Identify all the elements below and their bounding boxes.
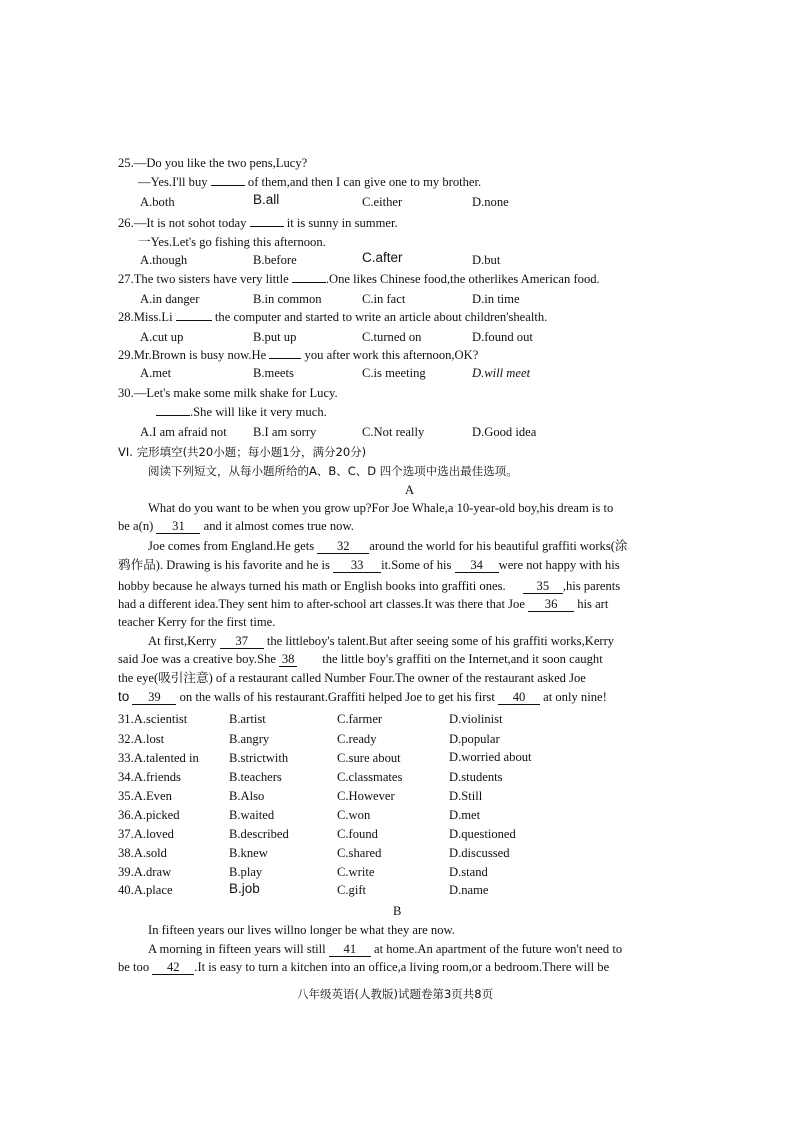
option: B.artist xyxy=(229,712,266,726)
q29-option-a: A.met xyxy=(140,366,172,380)
option: C.farmer xyxy=(337,712,383,726)
passage-a-line: be a(n) 31 and it almost comes true now. xyxy=(118,519,354,533)
option: C.gift xyxy=(337,883,367,897)
option: D.worried about xyxy=(449,750,532,764)
q25-reply: —Yes.I'll buy of them,and then I can give one to my brother. xyxy=(138,175,482,189)
option: B.angry xyxy=(229,732,270,746)
option: 31.A.scientist xyxy=(118,712,188,726)
q29-option-c: C.is meeting xyxy=(362,366,426,380)
option: C.However xyxy=(337,789,395,803)
passage-a-label: A xyxy=(405,483,415,497)
option: 36.A.picked xyxy=(118,808,180,822)
blank-39: 39 xyxy=(132,690,176,705)
option: 38.A.sold xyxy=(118,846,167,860)
q25-option-d: D.none xyxy=(472,195,509,209)
q26-option-c: C.after xyxy=(362,250,403,265)
passage-a-line: Joe comes from England.He gets 32 around the world for his beautiful graffiti works(涂 xyxy=(148,539,628,553)
option: C.classmates xyxy=(337,770,403,784)
blank-37: 37 xyxy=(220,634,264,649)
q30-stem: 30.—Let's make some milk shake for Lucy. xyxy=(118,386,338,400)
option: B.described xyxy=(229,827,289,841)
q30-reply: .She will like it very much. xyxy=(156,404,327,420)
passage-a-line: teacher Kerry for the first time. xyxy=(118,615,276,629)
option: D.violinist xyxy=(449,712,503,726)
blank-40: 40 xyxy=(498,690,540,705)
option: C.won xyxy=(337,808,371,822)
option: 34.A.friends xyxy=(118,770,181,784)
q27-option-b: B.in common xyxy=(253,292,322,306)
q25-option-a: A.both xyxy=(140,195,175,209)
passage-b-line: A morning in fifteen years will still 41 at home.An apartment of the future won't need to xyxy=(148,942,623,956)
q28-option-c: C.turned on xyxy=(362,330,422,344)
option: C.ready xyxy=(337,732,377,746)
q27-option-c: C.in fact xyxy=(362,292,406,306)
q26-option-a: A.though xyxy=(140,253,188,267)
option: B.waited xyxy=(229,808,275,822)
q29-option-b: B.meets xyxy=(253,366,294,380)
option: D.Still xyxy=(449,789,483,803)
option: B.teachers xyxy=(229,770,282,784)
blank-38: 38 xyxy=(279,652,297,667)
q25-stem: 25.—Do you like the two pens,Lucy? xyxy=(118,156,308,170)
option: D.students xyxy=(449,770,503,784)
q26-reply: 一Yes.Let's go fishing this afternoon. xyxy=(138,235,326,249)
q27-stem: 27.The two sisters have very little .One likes Chinese food,the otherlikes American food. xyxy=(118,272,600,286)
passage-a-line: 鸦作品). Drawing is his favorite and he is 33 it.Some of his 34 were not happy with his xyxy=(118,558,620,572)
blank xyxy=(156,404,190,416)
blank-31: 31 xyxy=(156,519,200,534)
option: B.Also xyxy=(229,789,265,803)
passage-b-line: be too 42 .It is easy to turn a kitchen into an office,a living room,or a bedroom.There will be xyxy=(118,960,610,974)
q28-option-d: D.found out xyxy=(472,330,533,344)
q29-option-d: D.will meet xyxy=(472,366,531,380)
option: B.strictwith xyxy=(229,751,289,765)
q29-stem: 29.Mr.Brown is busy now.He you after work this afternoon,OK? xyxy=(118,348,479,362)
passage-a-line: had a different idea.They sent him to after-school art classes.It was there that Joe 36 his art xyxy=(118,597,609,611)
passage-a-line: said Joe was a creative boy.She 38 the little boy's graffiti on the Internet,and it soon caught xyxy=(118,652,603,666)
option: D.met xyxy=(449,808,481,822)
passage-a-line: the eye(吸引注意) of a restaurant called Number Four.The owner of the restaurant asked Joe xyxy=(118,671,586,685)
blank-33: 33 xyxy=(333,558,381,573)
q26-stem: 26.—It is not sohot today it is sunny in summer. xyxy=(118,216,398,230)
blank xyxy=(211,174,245,186)
passage-a-line: to 39 on the walls of his restaurant.Graffiti helped Joe to get his first 40 at only nine! xyxy=(118,689,607,704)
option: C.sure about xyxy=(337,751,401,765)
q26-option-d: D.but xyxy=(472,253,501,267)
passage-b-line: In fifteen years our lives willno longer be what they are now. xyxy=(148,923,455,937)
option: B.play xyxy=(229,865,263,879)
passage-a-line: hobby because he always turned his math or English books into graffiti ones. 35 ,his parents xyxy=(118,579,621,593)
blank-42: 42 xyxy=(152,960,194,975)
passage-b-label: B xyxy=(393,904,402,918)
blank xyxy=(250,215,284,227)
option: C.write xyxy=(337,865,375,879)
option: 37.A.loved xyxy=(118,827,174,841)
q28-stem: 28.Miss.Li the computer and started to write an article about children'shealth. xyxy=(118,310,548,324)
blank-34: 34 xyxy=(455,558,499,573)
option: D.questioned xyxy=(449,827,516,841)
page-footer: 八年级英语(人教版)试题卷第3页共8页 xyxy=(297,987,494,1001)
option: D.name xyxy=(449,883,489,897)
q27-option-a: A.in danger xyxy=(140,292,200,306)
q30-option-d: D.Good idea xyxy=(472,425,537,439)
blank xyxy=(176,309,212,321)
option: 35.A.Even xyxy=(118,789,172,803)
option: 33.A.talented in xyxy=(118,751,199,765)
q30-option-c: C.Not really xyxy=(362,425,425,439)
option: D.stand xyxy=(449,865,488,879)
section-heading: VI. 完形填空(共20小题；每小题1分，满分20分) xyxy=(118,445,367,459)
option: D.popular xyxy=(449,732,500,746)
blank xyxy=(269,347,301,359)
q25-option-c: C.either xyxy=(362,195,403,209)
section-instruction: 阅读下列短文，从每小题所给的A、B、C、D 四个选项中选出最佳选项。 xyxy=(148,464,518,478)
option: C.shared xyxy=(337,846,382,860)
q27-option-d: D.in time xyxy=(472,292,520,306)
blank-35: 35 xyxy=(523,579,563,594)
passage-a-line: What do you want to be when you grow up?For Joe Whale,a 10-year-old boy,his dream is to xyxy=(148,501,614,515)
option: C.found xyxy=(337,827,378,841)
option: B.knew xyxy=(229,846,268,860)
q30-option-a: A.I am afraid not xyxy=(140,425,227,439)
q28-option-a: A.cut up xyxy=(140,330,184,344)
q26-option-b: B.before xyxy=(253,253,297,267)
option: 40.A.place xyxy=(118,883,173,897)
blank-36: 36 xyxy=(528,597,574,612)
q28-option-b: B.put up xyxy=(253,330,297,344)
blank xyxy=(292,271,326,283)
q30-option-b: B.I am sorry xyxy=(253,425,317,439)
option: 32.A.lost xyxy=(118,732,165,746)
option: B.job xyxy=(229,881,260,896)
q25-option-b: B.all xyxy=(253,192,280,207)
passage-a-line: At first,Kerry 37 the littleboy's talent.But after seeing some of his graffiti works,Kerry xyxy=(148,634,615,648)
option: 39.A.draw xyxy=(118,865,172,879)
blank-41: 41 xyxy=(329,942,371,957)
blank-32: 32 xyxy=(317,539,369,554)
option: D.discussed xyxy=(449,846,510,860)
